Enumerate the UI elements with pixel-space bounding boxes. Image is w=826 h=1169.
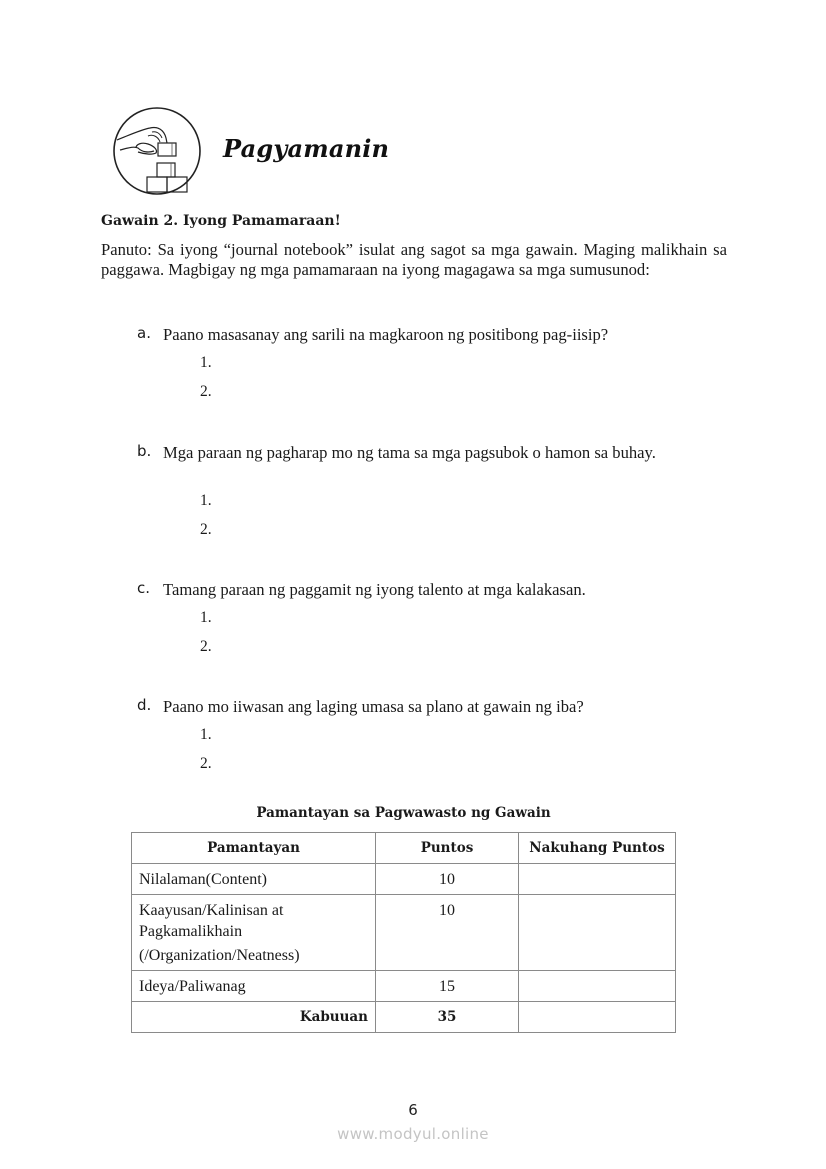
points-cell: 10 [376, 864, 519, 895]
question-letter: a. [137, 324, 151, 342]
column-header: Nakuhang Puntos [519, 833, 676, 864]
instructions: Panuto: Sa iyong “journal notebook” isulat ang sagot sa mga gawain. Maging malikhain sa paggawa. Magbigay ng mga pamamaraan na iyong magagawa sa mga sumusunod: [101, 240, 727, 279]
criterion-cell [132, 895, 376, 971]
page-number: 6 [408, 1101, 418, 1119]
answer-line: 2. [200, 755, 212, 772]
watermark: www.modyul.online [337, 1125, 489, 1143]
hand-stacking-blocks-icon [112, 106, 202, 196]
rubric-title: Pamantayan sa Pagwawasto ng Gawain [256, 805, 551, 821]
score-cell[interactable] [519, 864, 676, 895]
points-cell: 15 [376, 971, 519, 1002]
answer-line: 2. [200, 383, 212, 400]
score-cell[interactable] [519, 971, 676, 1002]
criterion-line: Kaayusan/Kalinisan at [139, 902, 284, 919]
criterion-cell: Nilalaman(Content) [132, 864, 376, 895]
total-points: 35 [376, 1002, 519, 1033]
answer-line: 1. [200, 726, 212, 743]
criterion-cell: Ideya/Paliwanag [132, 971, 376, 1002]
criterion-line: Pagkamalikhain [139, 923, 243, 940]
answer-line: 2. [200, 638, 212, 655]
question-letter: c. [137, 579, 151, 597]
table-row [132, 971, 676, 1002]
score-cell[interactable] [519, 895, 676, 971]
points-cell: 10 [376, 895, 519, 971]
table-row [132, 895, 676, 971]
answer-line: 1. [200, 354, 212, 371]
activity-title: Gawain 2. Iyong Pamamaraan! [101, 213, 341, 229]
criterion-line: (/Organization/Neatness) [139, 947, 300, 964]
table-total-row [132, 1002, 676, 1033]
question-text: Paano masasanay ang sarili na magkaroon ng positibong pag-iisip? [163, 325, 609, 344]
question-letter: b. [137, 442, 152, 460]
answer-line: 1. [200, 492, 212, 509]
table-header-row [132, 833, 676, 864]
answer-line: 2. [200, 521, 212, 538]
question-letter: d. [137, 696, 152, 714]
column-header: Pamantayan [132, 833, 376, 864]
question-text: Paano mo iiwasan ang laging umasa sa plano at gawain ng iba? [163, 697, 584, 716]
table-row [132, 864, 676, 895]
answer-line: 1. [200, 609, 212, 626]
total-score-cell[interactable] [519, 1002, 676, 1033]
section-title: Pagyamanin [223, 134, 390, 163]
question-text: Tamang paraan ng paggamit ng iyong talento at mga kalakasan. [163, 580, 586, 599]
rubric-table [131, 832, 676, 1033]
column-header: Puntos [376, 833, 519, 864]
question-text: Mga paraan ng pagharap mo ng tama sa mga pagsubok o hamon sa buhay. [163, 443, 656, 462]
total-label: Kabuuan [132, 1002, 376, 1033]
